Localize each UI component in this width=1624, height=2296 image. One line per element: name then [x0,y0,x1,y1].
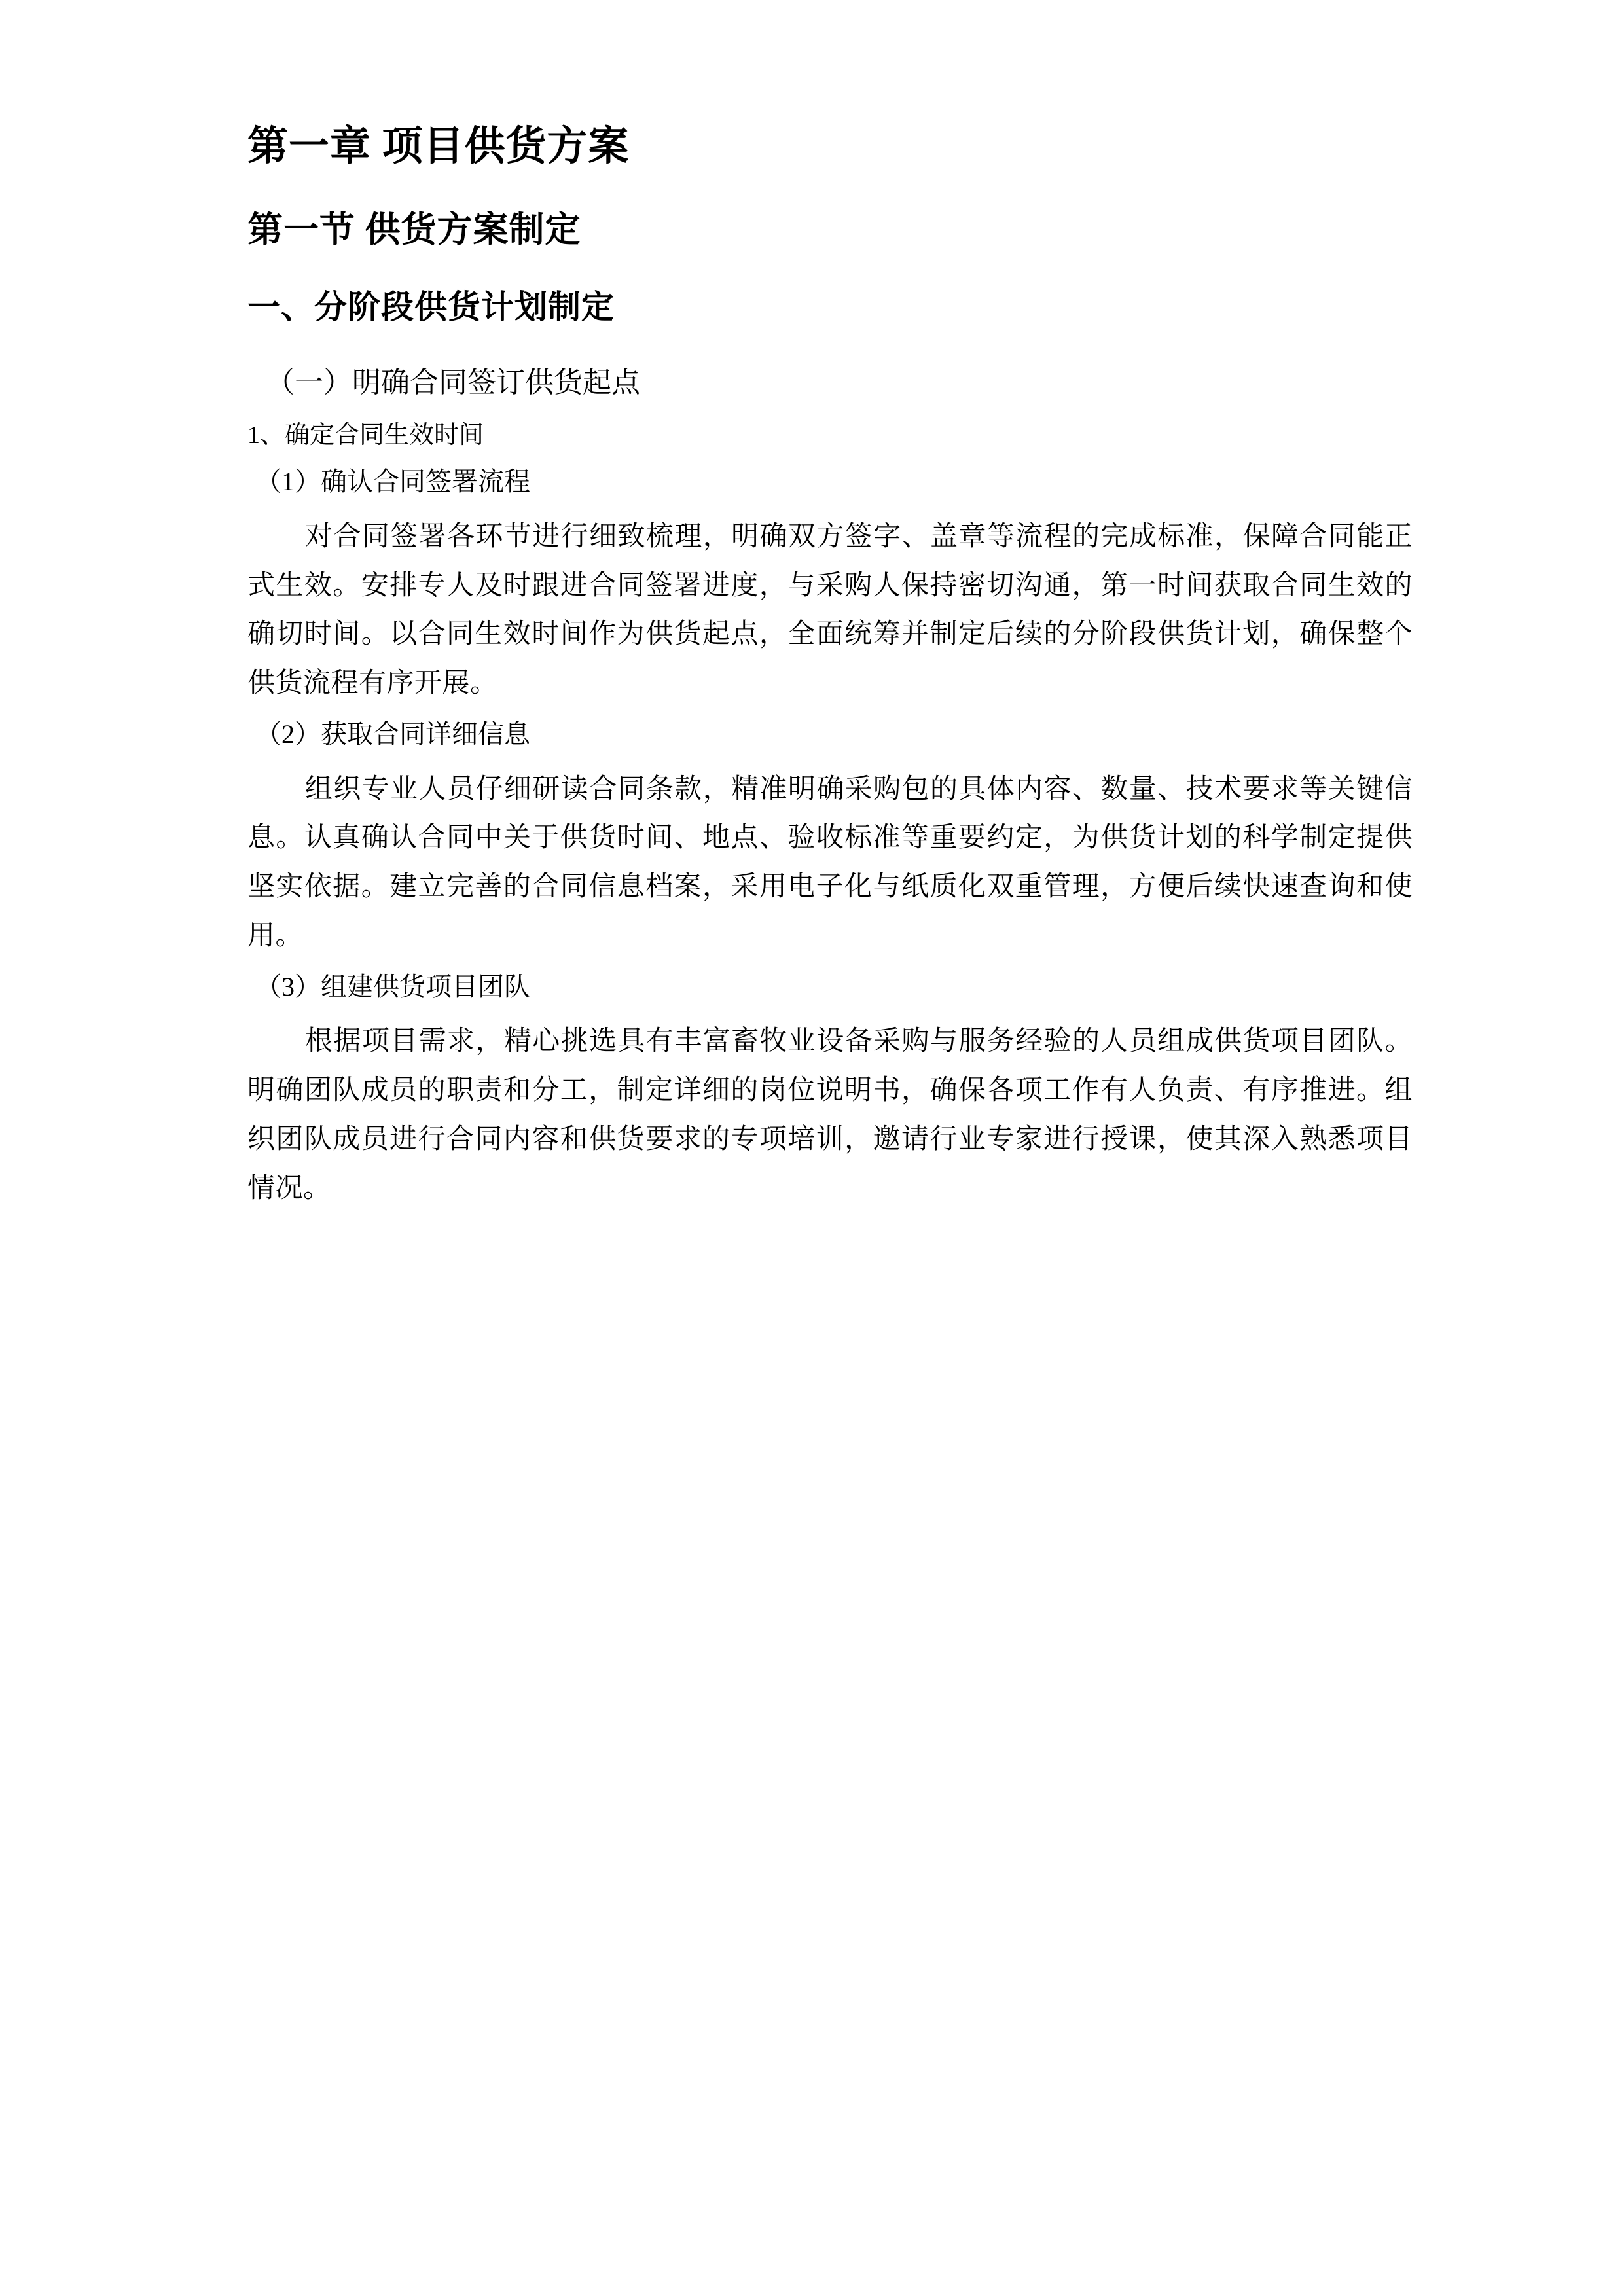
numbered-heading-1-1: （1）确认合同签署流程 [255,466,530,496]
numbered-heading-1-2: （2）获取合同详细信息 [255,719,530,749]
numbered-heading-1: 1、确定合同生效时间 [247,422,484,450]
body-paragraph-2: 组织专业人员仔细研读合同条款，精准明确采购包的具体内容、数量、技术要求等关键信息。认真确认合同中关于供货时间、地点、验收标准等重要约定，为供货计划的科学制定提供坚实依据。建立完善的合同信息档案，采用电子化与纸质化双重管理，方便后续快速查询和使用。 [247,774,1413,951]
item-title: （一）明确合同签订供货起点 [266,367,640,399]
chapter-title: 第一章 项目供货方案 [247,124,630,169]
body-paragraph-3: 根据项目需求，精心挑选具有丰富畜牧业设备采购与服务经验的人员组成供货项目团队。明确团队成员的职责和分工，制定详细的岗位说明书，确保各项工作有人负责、有序推进。组织团队成员进行合同内容和供货要求的专项培训，邀请行业专家进行授课，使其深入熟悉项目情况。 [247,1026,1413,1204]
document-body [247,98,1413,1239]
body-paragraph-1: 对合同签署各环节进行细致梳理，明确双方签字、盖章等流程的完成标准，保障合同能正式生效。安排专人及时跟进合同签署进度，与采购人保持密切沟通，第一时间获取合同生效的确切时间。以合同生效时间作为供货起点，全面统筹并制定后续的分阶段供货计划，确保整个供货流程有序开展。 [247,521,1413,699]
section-title: 第一节 供货方案制定 [247,210,581,249]
subsection-title: 一、分阶段供货计划制定 [247,289,615,325]
page-bottom-spacer [247,1213,1413,1239]
numbered-heading-1-3: （3）组建供货项目团队 [255,971,530,1001]
